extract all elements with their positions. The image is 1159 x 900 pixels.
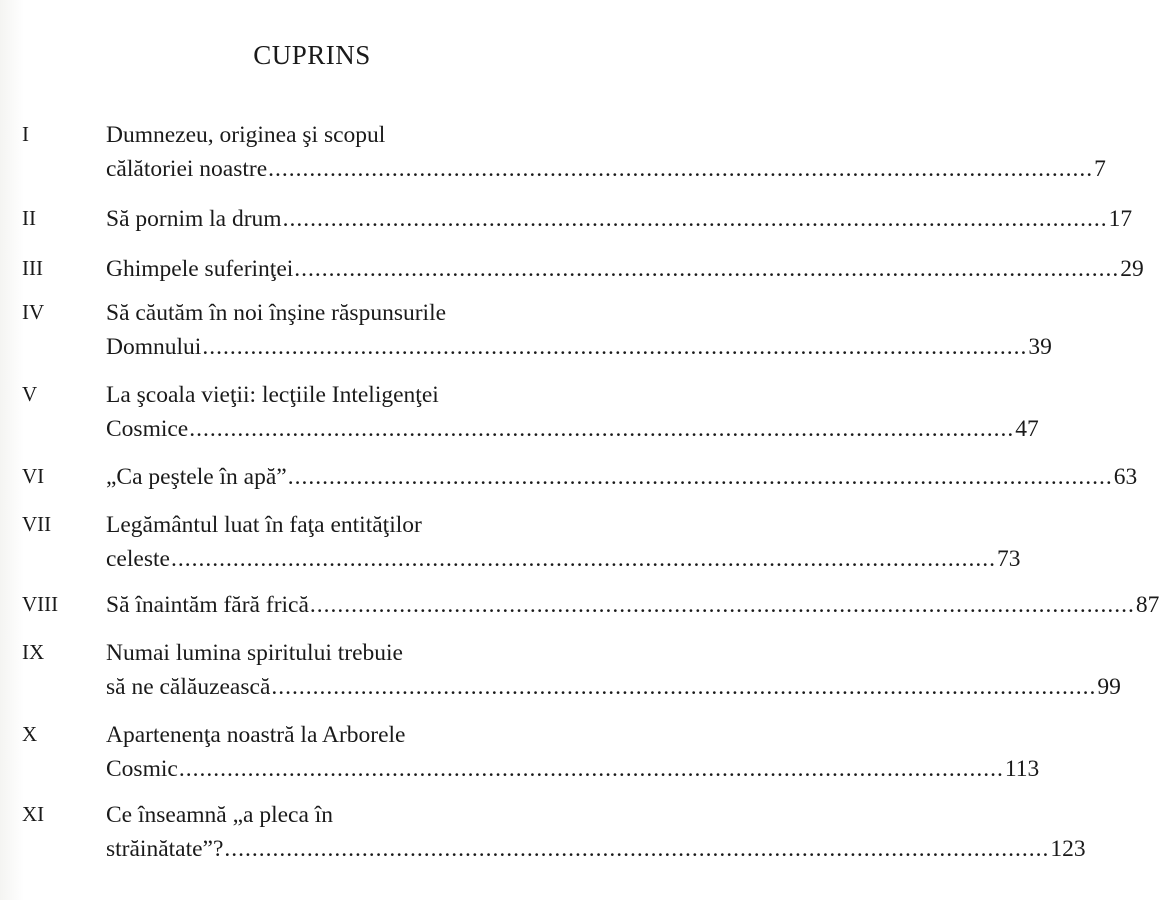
chapter-title-text: Cosmice	[106, 416, 189, 442]
chapter-number: VII	[22, 512, 52, 536]
dot-leader: ........................................................................................................................	[309, 592, 1135, 618]
chapter-title-last-line	[106, 670, 1121, 704]
dot-leader: ........................................................................................................................	[268, 156, 1094, 182]
page-title: CUPRINS	[253, 40, 371, 70]
page-number: 113	[1004, 756, 1040, 782]
chapter-title	[106, 118, 1106, 186]
chapter-title-last-line	[106, 252, 1144, 286]
chapter-number: XI	[22, 802, 45, 826]
dot-leader: ........................................................................................................................	[170, 546, 996, 572]
chapter-title	[106, 636, 1121, 704]
dot-leader: ........................................................................................................................	[189, 416, 1015, 442]
page-number: 63	[1113, 464, 1138, 490]
page-number: 17	[1108, 206, 1133, 232]
chapter-number: V	[22, 382, 38, 406]
chapter-title-line: La şcoala vieţii: lecţiile Inteligenţei	[106, 382, 439, 408]
chapter-title-last-line	[106, 152, 1106, 186]
dot-leader: ........................................................................................................................	[224, 836, 1050, 862]
chapter-title-last-line	[106, 202, 1133, 236]
dot-leader: ........................................................................................................................	[294, 256, 1120, 282]
chapter-number: VIII	[22, 592, 59, 616]
chapter-number: IX	[22, 640, 45, 664]
chapter-title	[106, 252, 1144, 286]
chapter-title-text: Domnului	[106, 334, 202, 360]
chapter-title-text: străinătate”?	[106, 836, 224, 862]
chapter-title-last-line	[106, 832, 1086, 866]
page-number: 39	[1028, 334, 1052, 360]
chapter-title	[106, 202, 1133, 236]
chapter-title	[106, 460, 1138, 494]
chapter-title-text: călătoriei noastre	[106, 156, 268, 182]
chapter-title-last-line	[106, 588, 1159, 622]
page-number: 87	[1135, 592, 1159, 618]
chapter-title-line: Ce înseamnă „a pleca în	[106, 802, 334, 828]
chapter-title-last-line	[106, 542, 1021, 576]
chapter-title-last-line	[106, 460, 1138, 494]
chapter-number: IV	[22, 300, 45, 324]
chapter-title	[106, 378, 1039, 446]
chapter-title-line: Să căutăm în noi înşine răspunsurile	[106, 300, 447, 326]
chapter-title-last-line	[106, 752, 1040, 786]
chapter-title-text: „Ca peştele în apă”	[106, 464, 287, 490]
chapter-title-last-line	[106, 330, 1052, 364]
chapter-title-text: Să înaintăm fără frică	[106, 592, 309, 618]
chapter-title-text: Cosmic	[106, 756, 178, 782]
dot-leader: ........................................................................................................................	[271, 674, 1097, 700]
chapter-number: VI	[22, 464, 45, 488]
chapter-title	[106, 296, 1052, 364]
chapter-title	[106, 718, 1040, 786]
chapter-title	[106, 798, 1086, 866]
chapter-title-text: Ghimpele suferinţei	[106, 256, 294, 282]
chapter-number: III	[22, 256, 43, 280]
dot-leader: ........................................................................................................................	[282, 206, 1108, 232]
dot-leader: ........................................................................................................................	[178, 756, 1004, 782]
chapter-title-last-line	[106, 412, 1039, 446]
chapter-title	[106, 508, 1021, 576]
chapter-title-line: Numai lumina spiritului trebuie	[106, 640, 403, 666]
chapter-title-line: Dumnezeu, originea şi scopul	[106, 122, 386, 148]
chapter-title-line: Apartenenţa noastră la Arborele	[106, 722, 406, 748]
dot-leader: ........................................................................................................................	[287, 464, 1113, 490]
page-number: 29	[1120, 256, 1144, 282]
chapter-title-text: să ne călăuzească	[106, 674, 271, 700]
page-number: 73	[996, 546, 1021, 572]
page-number: 47	[1015, 416, 1039, 442]
chapter-number: II	[22, 206, 36, 230]
page-number: 99	[1097, 674, 1121, 700]
chapter-title-line: Legământul luat în faţa entităţilor	[106, 512, 422, 538]
page-number: 123	[1050, 836, 1086, 862]
chapter-title-text: Să pornim la drum	[106, 206, 282, 232]
chapter-number: X	[22, 722, 38, 746]
page-number: 7	[1094, 156, 1106, 182]
chapter-title	[106, 588, 1159, 622]
chapter-title-text: celeste	[106, 546, 170, 572]
dot-leader: ........................................................................................................................	[202, 334, 1028, 360]
chapter-number: I	[22, 122, 29, 146]
